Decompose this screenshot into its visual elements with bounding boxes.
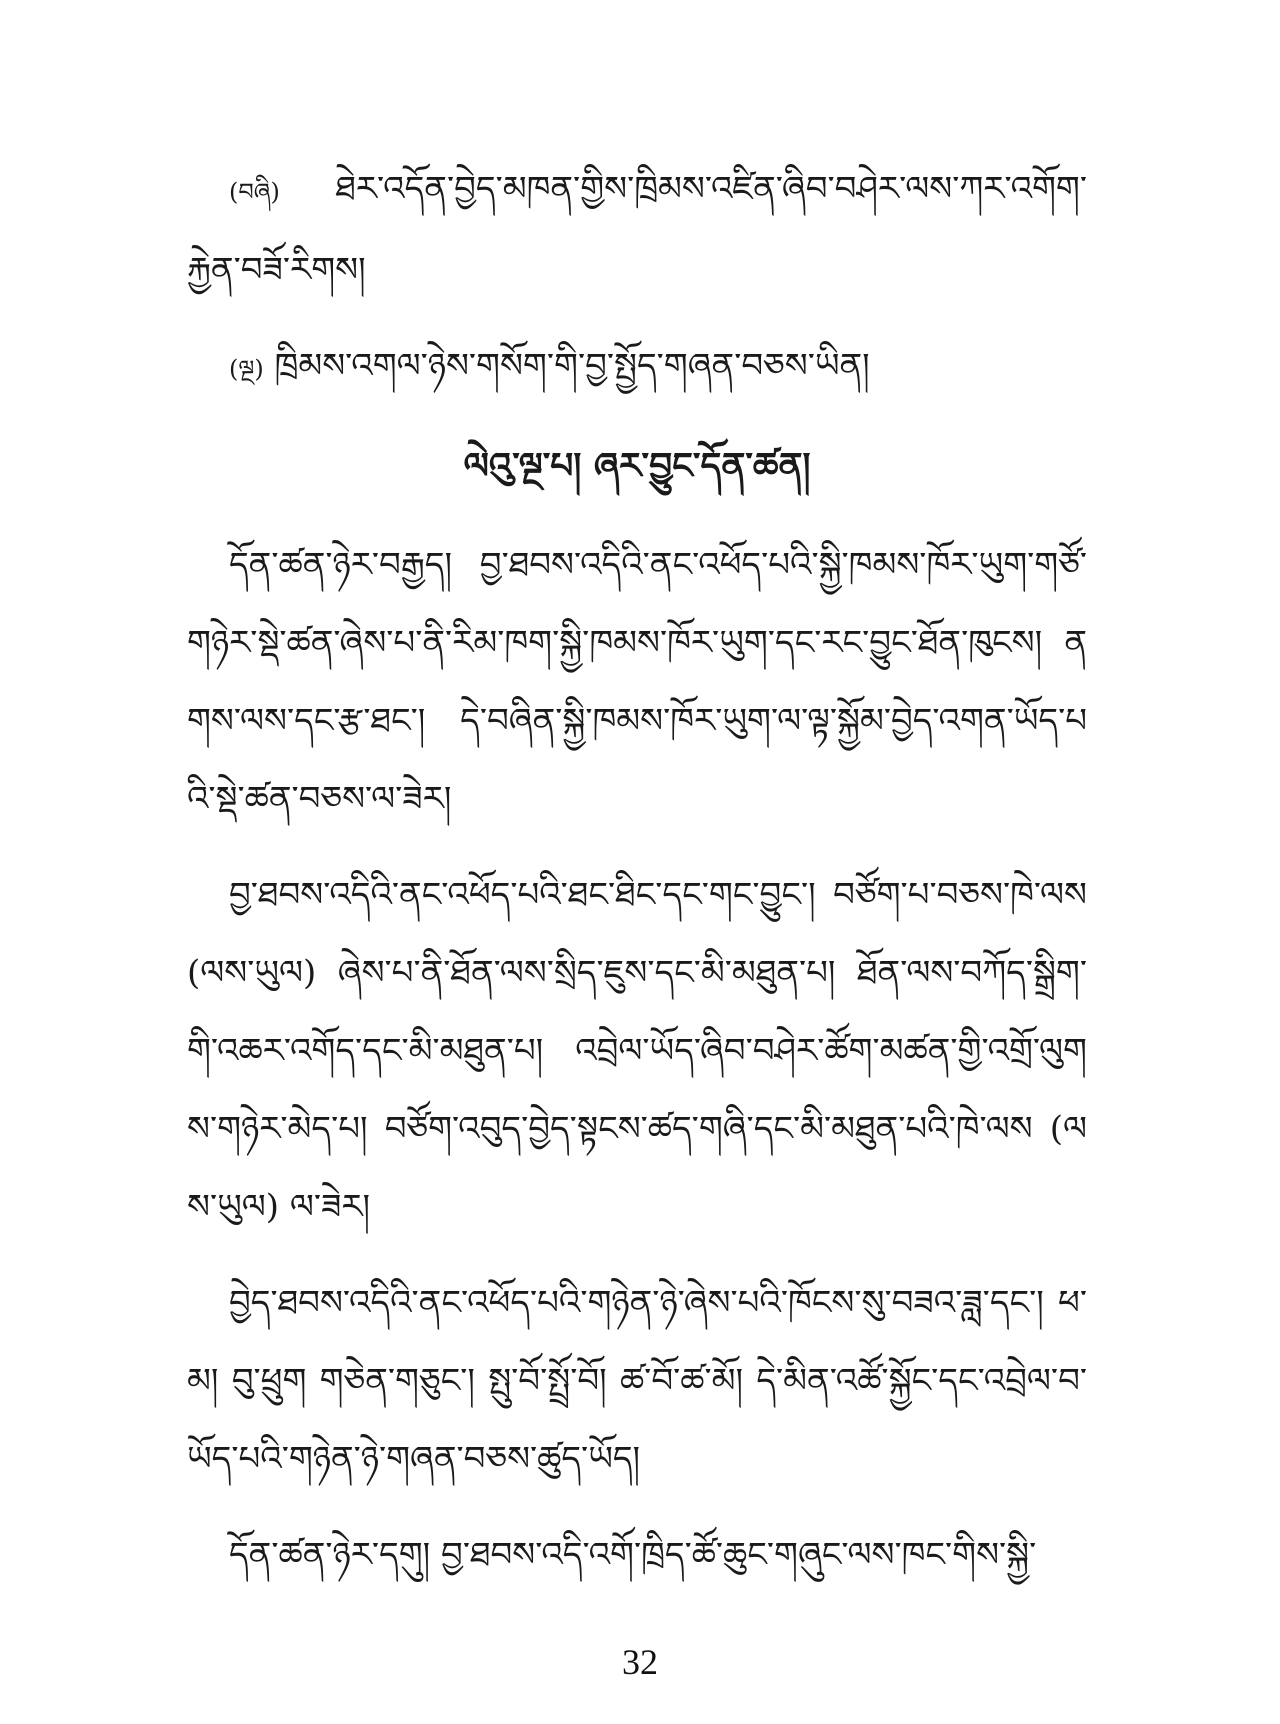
item-5-marker: (ལྔ) xyxy=(229,355,264,383)
page-number: 32 xyxy=(622,1642,658,1682)
article-29-text: བྱ་ཐབས་འདི་འགོ་ཁྲིད་ཚོ་ཆུང་གཞུང་ལས་ཁང་གིས་སྐྱི་ xyxy=(441,1535,1037,1575)
article-29-lead: དོན་ཚན་ཉེར་དགུ། xyxy=(229,1535,431,1575)
article-28-paragraph-3: བྱེད་ཐབས་འདིའི་ནང་འཕོད་པའི་གཉེན་ཉེ་ཞེས་པའི་ཁོངས་སུ་བཟའ་ཟླ་དང་། ཕ་མ། བུ་ཕྲུག གཅེན་གཅུང་། སྤུ་བོ་སྤྲོ་བོ། ཚ་བོ་ཚ་མོ། དེ་མིན་འཚོ་སྐྱོང་དང་འབྲེལ་བ་ཡོད་པའི་གཉེན་ཉེ་གཞན་བཅས་ཚུད་ཡོད། xyxy=(187,1283,1087,1479)
item-5-text: ཁྲིམས་འགལ་ཉེས་གསོག་གི་བྱ་སྤྱོད་གཞན་བཅས་ཡིན། xyxy=(274,346,870,386)
item-4-marker: (བཞི) xyxy=(229,178,280,206)
article-29 xyxy=(187,1516,1087,1594)
section-heading: ལེའུ་ལྔ་པ། ཞར་བྱུང་དོན་ཚན། xyxy=(463,445,811,487)
page-content xyxy=(187,150,1087,1612)
list-item-5 xyxy=(187,327,1087,408)
article-28 xyxy=(187,526,1087,838)
list-item-4 xyxy=(187,150,1087,309)
article-28-paragraph-2: བྱ་ཐབས་འདིའི་ནང་འཕོད་པའི་ཐང་ཐིང་དང་གང་བྱུང་། བཙོག་པ་བཅས་ཁེ་ལས (ལས་ཡུལ) ཞེས་པ་ནི་ཐོན་ལས་སྲིད་ཇུས་དང་མི་མཐུན་པ། ཐོན་ལས་བཀོད་སྒྲིག་གི་འཆར་འགོད་དང་མི་མཐུན་པ། འབྲེལ་ཡོད་ཞིབ་བཤེར་ཚོག་མཚན་གྱི་འགྲོ་ལུགས་གཉེར་མེད་པ། བཙོག་འབུད་བྱེད་སྟངས་ཚད་གཞི་དང་མི་མཐུན་པའི་ཁེ་ལས (ལས་ཡུལ) ལ་ཟེར། xyxy=(187,875,1087,1227)
item-4-text: ཐེར་འདོན་བྱེད་མཁན་གྱིས་ཁྲིམས་འཛིན་ཞིབ་བཤེར་ལས་ཀར་འགོག་རྐྱེན་བཟོ་རིགས། xyxy=(187,169,1087,290)
article-28-text: བྱ་ཐབས་འདིའི་ནང་འཕོད་པའི་སྐྱི་ཁམས་ཁོར་ཡུག་གཙོ་གཉེར་སྡེ་ཚན་ཞེས་པ་ནི་རིམ་ཁག་སྐྱི་ཁམས་ཁོར་ཡུག་དང་རང་བྱུང་ཐོན་ཁུངས། ནགས་ལས་དང་རྩ་ཐང་། དེ་བཞིན་སྐྱི་ཁམས་ཁོར་ཡུག་ལ་ལྟ་སྐྱོམ་བྱེད་འགན་ཡོད་པའི་སྡེ་ཚན་བཅས་ལ་ཟེར། xyxy=(187,545,1087,819)
article-28-lead: དོན་ཚན་ཉེར་བརྒྱད། xyxy=(229,545,453,585)
